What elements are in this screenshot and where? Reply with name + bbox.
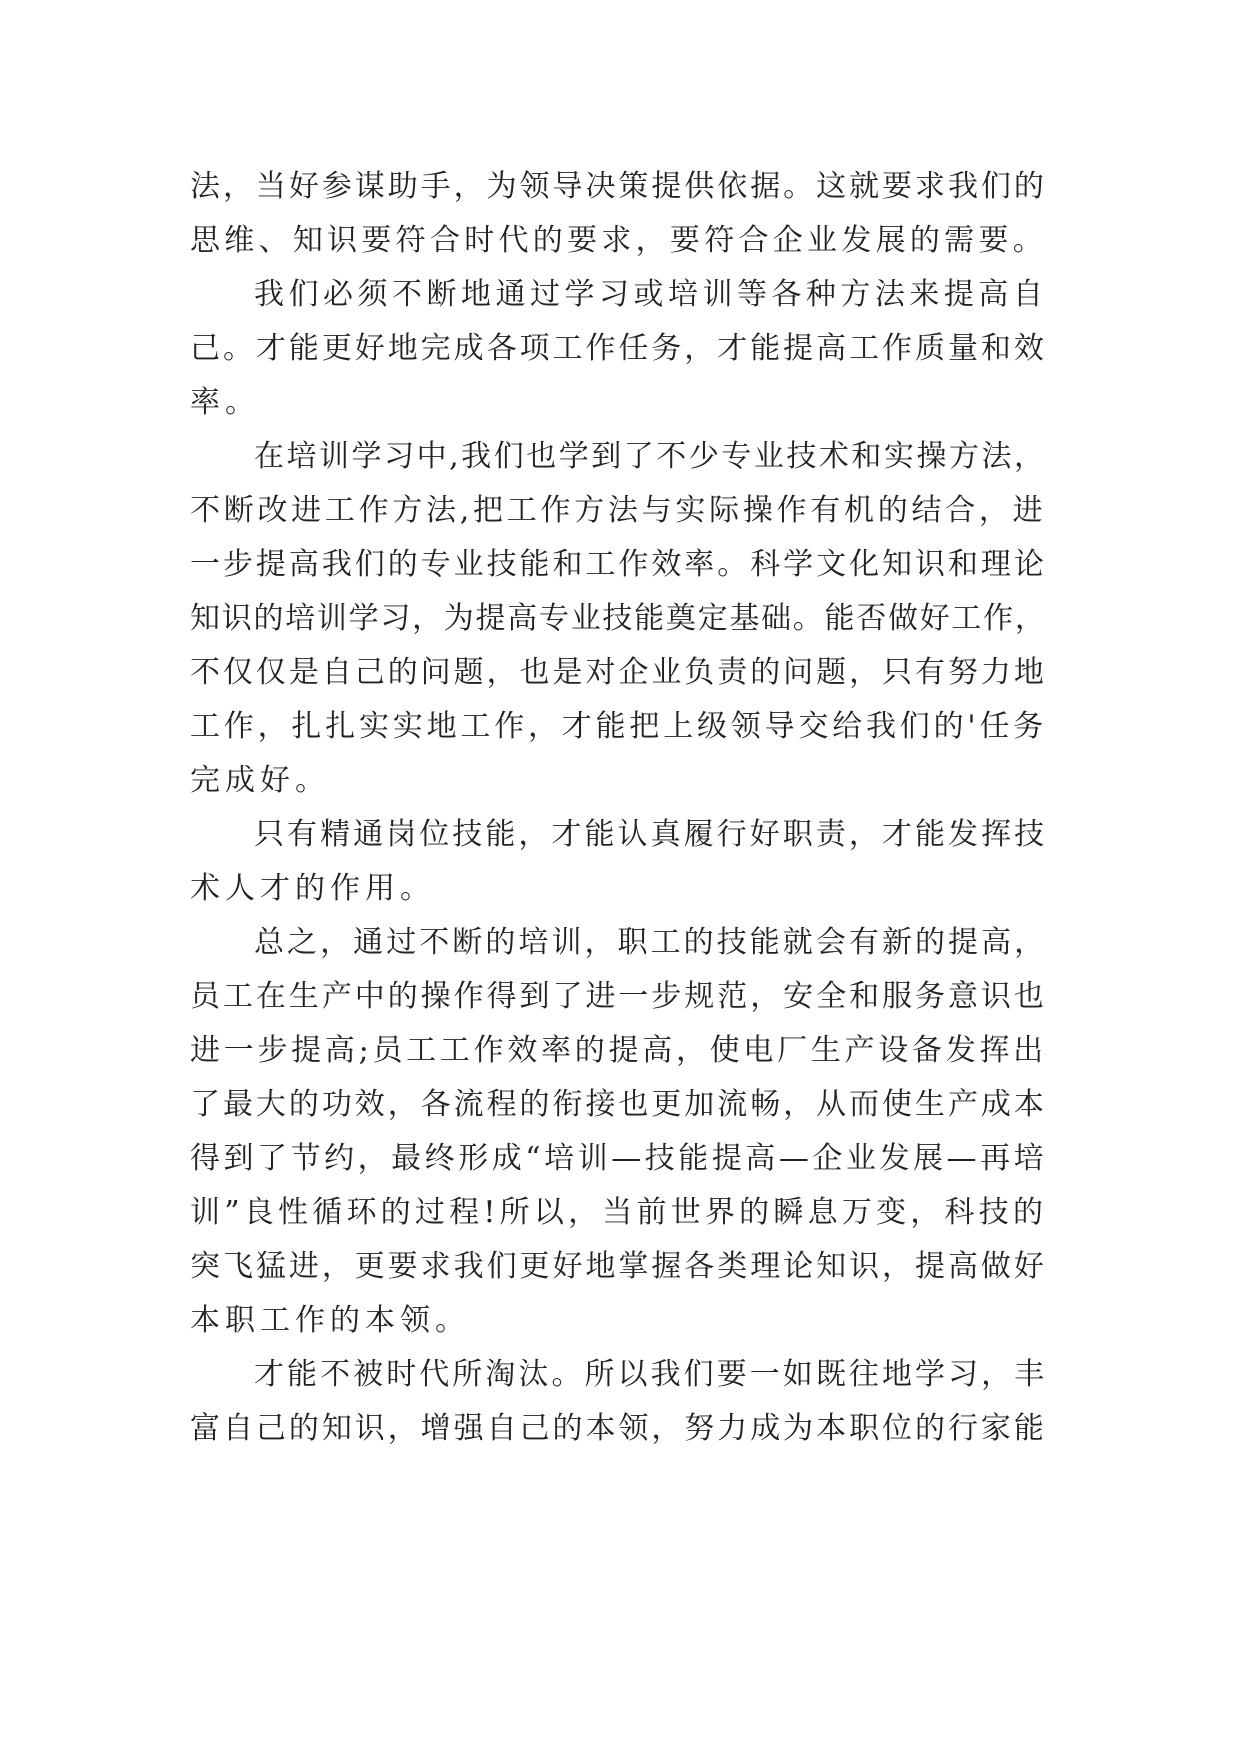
text-line: 进一步提高;员工工作效率的提高，使电厂生产设备发挥出 (190, 1033, 1047, 1068)
text-line: 完成好。 (190, 763, 330, 798)
text-line: 得到了节约，最终形成“培训—技能提高—企业发展—再培 (190, 1141, 1048, 1176)
paragraph (190, 916, 1052, 1348)
text-line: 不断改进工作方法,把工作方法与实际操作有机的结合，进 (190, 493, 1047, 528)
text-line: 突飞猛进，更要求我们更好地掌握各类理论知识，提高做好 (190, 1249, 1047, 1284)
text-line: 率。 (190, 385, 260, 420)
text-line: 法，当好参谋助手，为领导决策提供依据。这就要求我们的 (190, 169, 1047, 204)
text-line: 术人才的作用。 (190, 871, 435, 906)
text-line: 富自己的知识，增强自己的本领，努力成为本职位的行家能 (190, 1411, 1047, 1446)
paragraph (190, 268, 1052, 430)
text-line: 一步提高我们的专业技能和工作效率。科学文化知识和理论 (190, 547, 1047, 582)
text-line: 训”良性循环的过程!所以，当前世界的瞬息万变，科技的 (190, 1195, 1048, 1230)
text-line: 在培训学习中,我们也学到了不少专业技术和实操方法， (254, 439, 1047, 474)
text-line: 不仅仅是自己的问题，也是对企业负责的问题，只有努力地 (190, 655, 1047, 690)
text-line: 只有精通岗位技能，才能认真履行好职责，才能发挥技 (254, 817, 1048, 852)
paragraph (190, 808, 1052, 916)
text-line: 总之，通过不断的培训，职工的技能就会有新的提高， (254, 925, 1048, 960)
text-line: 知识的培训学习，为提高专业技能奠定基础。能否做好工作， (190, 601, 1047, 636)
text-line: 了最大的功效，各流程的衔接也更加流畅，从而使生产成本 (190, 1087, 1047, 1122)
text-line: 工作，扎扎实实地工作，才能把上级领导交给我们的'任务 (190, 709, 1048, 744)
text-line: 本职工作的本领。 (190, 1303, 470, 1338)
paragraph (190, 430, 1052, 808)
paragraph (190, 1348, 1052, 1456)
paragraph (190, 160, 1052, 268)
text-line: 才能不被时代所淘汰。所以我们要一如既往地学习，丰 (254, 1357, 1048, 1392)
text-line: 我们必须不断地通过学习或培训等各种方法来提高自 (254, 277, 1048, 312)
document-body (190, 160, 1052, 1456)
text-line: 己。才能更好地完成各项工作任务，才能提高工作质量和效 (190, 331, 1047, 366)
text-line: 员工在生产中的操作得到了进一步规范，安全和服务意识也 (190, 979, 1047, 1014)
text-line: 思维、知识要符合时代的要求，要符合企业发展的需要。 (190, 223, 1047, 258)
